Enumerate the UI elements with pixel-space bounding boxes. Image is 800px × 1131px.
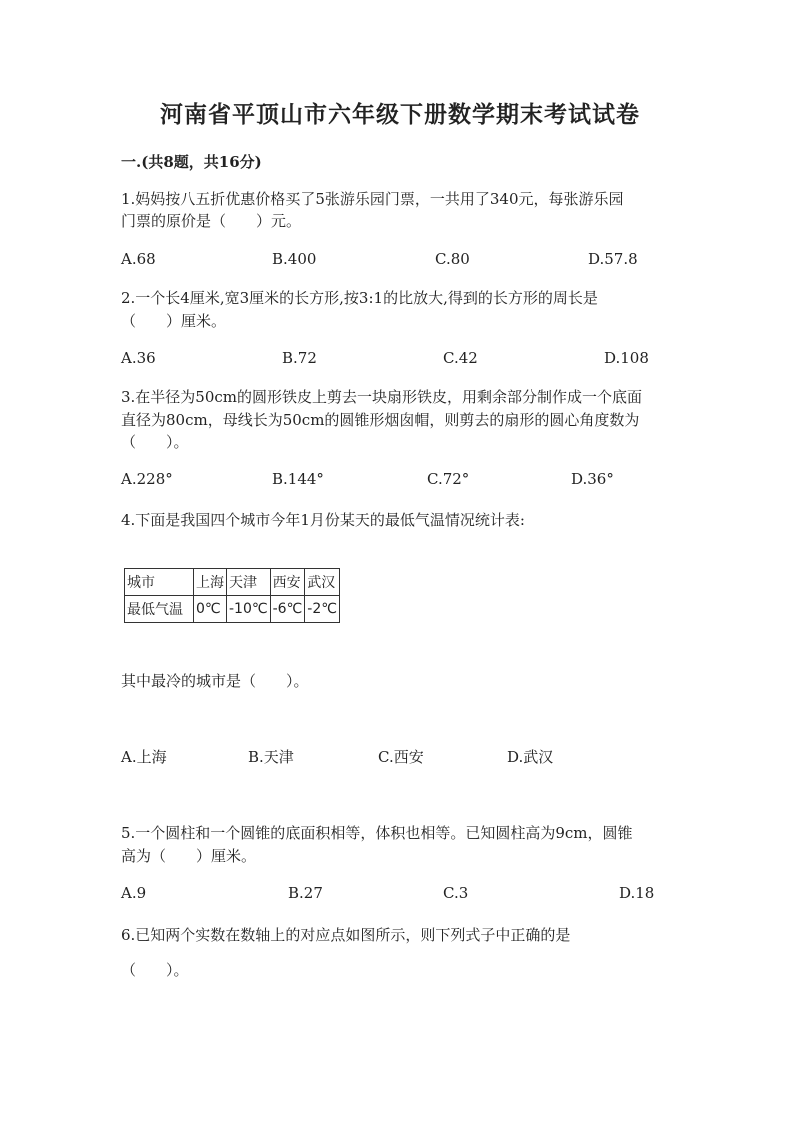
q1-option-c: C.80 <box>435 250 470 268</box>
q2-text-line2: （ ）厘米。 <box>121 312 227 330</box>
q5-option-a: A.9 <box>121 884 147 902</box>
q3-text-line3: （ ）。 <box>121 433 189 451</box>
table-cell: -2℃ <box>305 596 340 623</box>
table-row <box>125 596 340 623</box>
table-cell: -10℃ <box>227 596 271 623</box>
q4-question: 其中最冷的城市是（ ）。 <box>121 672 309 690</box>
table-cell: 西安 <box>270 569 305 596</box>
table-cell: 0℃ <box>194 596 227 623</box>
q4-option-b: B.天津 <box>248 748 294 766</box>
q3-option-c: C.72° <box>427 470 470 488</box>
page-title: 河南省平顶山市六年级下册数学期末考试试卷 <box>160 101 640 128</box>
q6-text-line1: 6.已知两个实数在数轴上的对应点如图所示，则下列式子中正确的是 <box>121 926 571 944</box>
q3-option-a: A.228° <box>121 470 173 488</box>
table-header-row <box>125 569 340 596</box>
q1-text-line1: 1.妈妈按八五折优惠价格买了5张游乐园门票，一共用了340元，每张游乐园 <box>121 190 624 208</box>
q5-text-line2: 高为（ ）厘米。 <box>121 847 257 865</box>
q2-option-b: B.72 <box>282 349 317 367</box>
table-cell: 上海 <box>194 569 227 596</box>
q2-option-d: D.108 <box>604 349 649 367</box>
q4-option-d: D.武汉 <box>507 748 554 766</box>
table-cell: -6℃ <box>270 596 305 623</box>
q2-text-line1: 2.一个长4厘米,宽3厘米的长方形,按3:1的比放大,得到的长方形的周长是 <box>121 289 598 307</box>
temperature-table <box>124 568 340 623</box>
q5-text-line1: 5.一个圆柱和一个圆锥的底面积相等，体积也相等。已知圆柱高为9cm，圆锥 <box>121 824 633 842</box>
q3-option-d: D.36° <box>571 470 614 488</box>
q1-option-d: D.57.8 <box>588 250 638 268</box>
q3-option-b: B.144° <box>272 470 324 488</box>
table-cell: 城市 <box>125 569 194 596</box>
q1-option-a: A.68 <box>121 250 156 268</box>
q1-text-line2: 门票的原价是（ ）元。 <box>121 212 302 230</box>
q3-text-line2: 直径为80cm，母线长为50cm的圆锥形烟囱帽，则剪去的扇形的圆心角度数为 <box>121 411 640 429</box>
table-cell: 最低气温 <box>125 596 194 623</box>
q4-option-c: C.西安 <box>378 748 424 766</box>
q5-option-d: D.18 <box>619 884 655 902</box>
q3-text-line1: 3.在半径为50cm的圆形铁皮上剪去一块扇形铁皮，用剩余部分制作成一个底面 <box>121 388 643 406</box>
table-cell: 天津 <box>227 569 271 596</box>
q6-text-line2: （ ）。 <box>121 961 189 979</box>
q4-option-a: A.上海 <box>121 748 167 766</box>
section-heading: 一.(共8题，共16分) <box>121 153 262 171</box>
q5-option-b: B.27 <box>288 884 323 902</box>
q5-option-c: C.3 <box>443 884 469 902</box>
q4-text-line1: 4.下面是我国四个城市今年1月份某天的最低气温情况统计表: <box>121 511 525 529</box>
q2-option-c: C.42 <box>443 349 478 367</box>
q1-option-b: B.400 <box>272 250 317 268</box>
table-cell: 武汉 <box>305 569 340 596</box>
q2-option-a: A.36 <box>121 349 156 367</box>
